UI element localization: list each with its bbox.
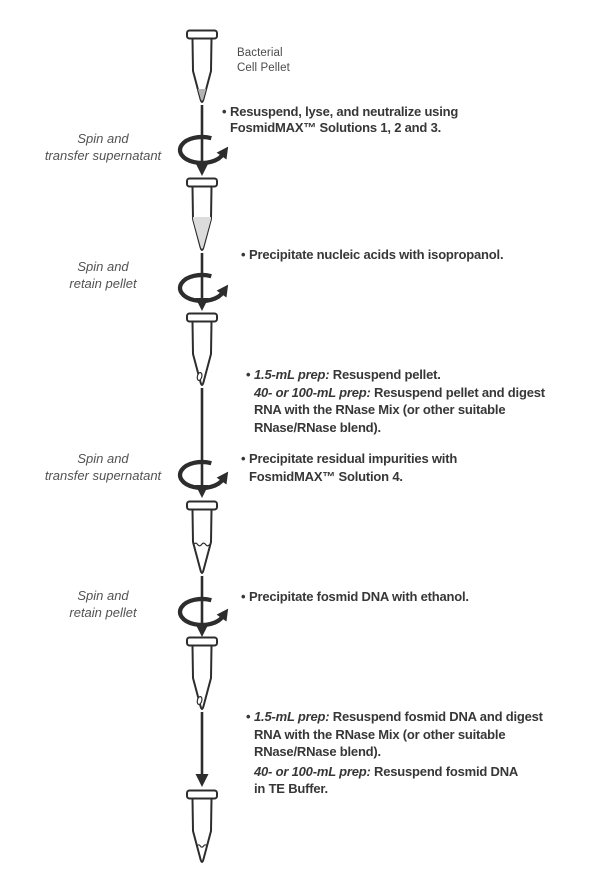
bullet: • <box>241 247 246 262</box>
spin-label-4 <box>15 588 191 621</box>
arrow-transition <box>160 712 244 787</box>
spin-label-1 <box>15 131 191 164</box>
step-6-text: • 1.5-mL prep: Resuspend fosmid DNA and digest RNA with the RNase Mix (or other suitable RNase/RNase blend). 40- or 100-mL prep: Resuspend fosmid DNA in TE Buffer. <box>246 709 543 796</box>
spin-label-3-line1: Spin and <box>77 451 129 466</box>
spin-label-4-line2: retain pellet <box>69 604 137 620</box>
bullet: • <box>241 589 246 604</box>
step-5-text: • Precipitate fosmid DNA with ethanol. <box>241 589 469 604</box>
spin-label-3 <box>15 451 191 484</box>
step-3-text: • 1.5-mL prep: Resuspend pellet. 40- or 100-mL prep: Resuspend pellet and digest RNA with the RNase Mix (or other suitable RNase/RNase blend). <box>246 367 545 435</box>
spin-label-1-line2: transfer supernatant <box>44 147 162 163</box>
bullet: • <box>222 104 227 119</box>
spin-label-1-line1: Spin and <box>77 131 129 146</box>
tube-small-pellet-icon <box>184 636 220 716</box>
down-arrow-icon <box>196 774 209 787</box>
start-caption-line1: Bacterial <box>237 47 283 59</box>
spin-label-3-line2: transfer supernatant <box>44 467 162 483</box>
step-1-text: • Resuspend, lyse, and neutralize using FosmidMAX™ Solutions 1, 2 and 3. <box>222 104 459 135</box>
step-2-text: • Precipitate nucleic acids with isopropanol. <box>241 247 504 262</box>
bullet: • <box>241 451 246 466</box>
bullet: • <box>246 709 251 724</box>
tube-gray-pellet-icon <box>184 29 220 109</box>
start-caption <box>237 46 290 75</box>
step-4-text: • Precipitate residual impurities with FosmidMAX™ Solution 4. <box>241 451 458 484</box>
start-caption-line2: Cell Pellet <box>237 61 290 74</box>
spin-label-2-line2: retain pellet <box>69 275 137 291</box>
spin-label-4-line1: Spin and <box>77 588 129 603</box>
tube-meniscus-tip-icon <box>184 789 220 869</box>
bullet: • <box>246 367 251 382</box>
tube-liquid-icon <box>184 177 220 257</box>
tube-small-pellet-icon <box>184 312 220 392</box>
spin-label-2 <box>15 259 191 292</box>
tube-meniscus-icon <box>184 500 220 580</box>
spin-label-2-line1: Spin and <box>77 259 129 274</box>
